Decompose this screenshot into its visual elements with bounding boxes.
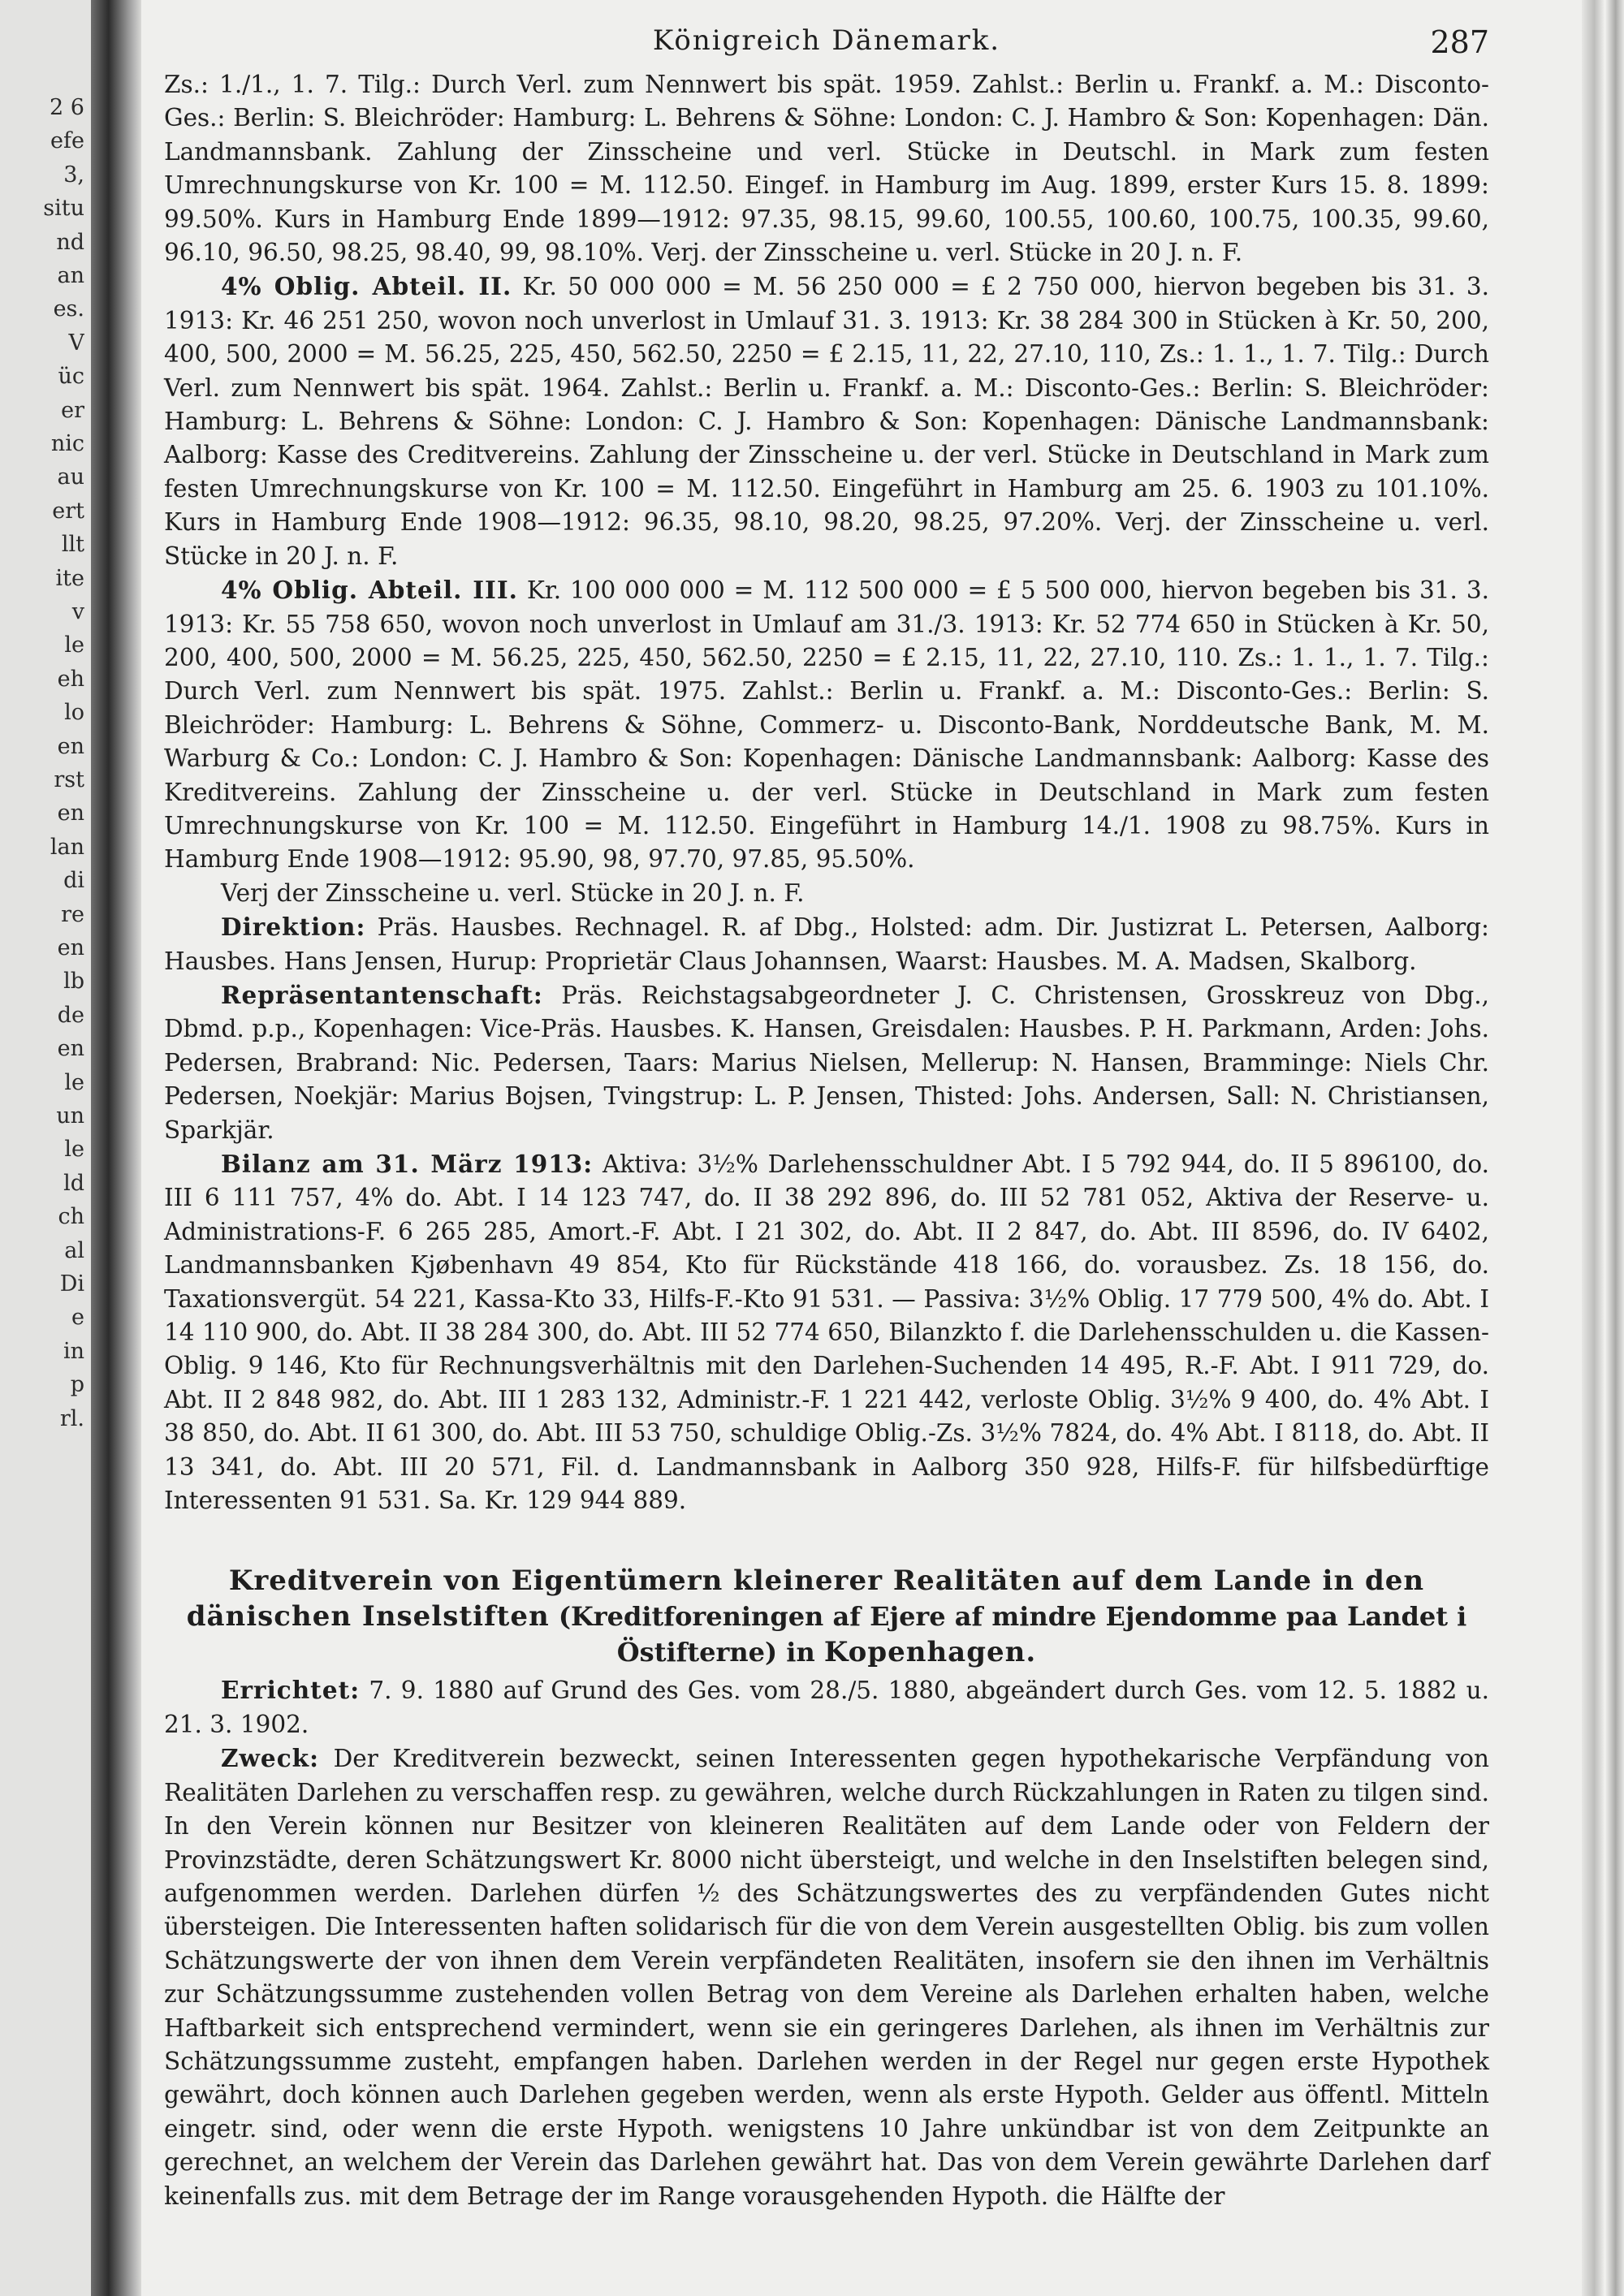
abt2-label: 4% Oblig. Abteil. II. xyxy=(221,272,512,301)
facing-page-fragment: rst xyxy=(54,768,84,792)
section-heading-city: Kopenhagen. xyxy=(823,1636,1037,1669)
facing-page-fragment: eh xyxy=(57,667,84,692)
zweck-paragraph xyxy=(164,1741,1489,2213)
facing-page-fragment: en xyxy=(57,1037,84,1062)
facing-page-fragment: üc xyxy=(58,365,84,390)
facing-page-fragment: di xyxy=(63,869,84,894)
facing-page-fragment: Di xyxy=(59,1272,84,1297)
facing-page-fragment: le xyxy=(64,633,84,658)
abt3-verj: Verj der Zinsscheine u. verl. Stücke in 20 J. n. F. xyxy=(221,878,805,907)
errichtet-paragraph xyxy=(164,1673,1489,1741)
direktion-paragraph xyxy=(164,910,1489,978)
bilanz-label: Bilanz am 31. März 1913: xyxy=(221,1150,594,1178)
facing-page-fragment: situ xyxy=(43,196,84,222)
section-heading-line2: (Kreditforeningen af Ejere af mindre Ejendomme paa Landet i Östifterne) in xyxy=(558,1601,1467,1668)
facing-page-fragment: er xyxy=(61,398,84,423)
facing-page-fragment: V xyxy=(68,330,84,356)
running-head xyxy=(164,24,1489,68)
errichtet-text: 7. 9. 1880 auf Grund des Ges. vom 28./5. 1880, abgeändert durch Ges. vom 12. 5. 1882 u. 21. 3. 1902. xyxy=(164,1677,1489,1738)
facing-page-fragment: au xyxy=(57,465,84,490)
facing-page-fragment: le xyxy=(64,1137,84,1163)
section-heading xyxy=(164,1563,1489,1670)
book-gutter xyxy=(91,0,141,2296)
facing-page-fragment: rl. xyxy=(59,1406,84,1431)
bilanz-text: Aktiva: 3½% Darlehensschuldner Abt. I 5 792 944, do. II 5 896100, do. III 6 111 757, 4% do. Abt. I 14 123 747, do. II 38 292 896, do. III 52 781 052, Aktiva der Reserve- u. Administrations-F. 6 265 285, Amort.-F. Abt. I 21 302, do. Abt. II 2 847, do. Abt. III 8596, do. IV 6402, Landmannsbanken Kjøbenhavn 49 854, Kto für Rückstände 418 166, do. vorausbez. Zs. 18 156, do. Taxationsvergüt. 54 221, Kassa-Kto 33, Hilfs-F.-Kto 91 531. — Passiva: 3½% Oblig. 17 779 500, 4% do. Abt. I 14 110 900, do. Abt. II 38 284 300, do. Abt. III 52 774 650, Bilanzkto f. die Darlehensschulden u. die Kassen-Oblig. 9 146, Kto für Rechnungsverhältnis mit den Darlehen-Suchenden 14 495, R.-F. Abt. I 911 729, do. Abt. II 2 848 982, do. Abt. III 1 283 132, Administr.-F. 1 221 442, verloste Oblig. 3½% 9 400, do. 4% Abt. I 38 850, do. Abt. II 61 300, do. Abt. III 53 750, schuldige Oblig.-Zs. 3½% 7824, do. 4% Abt. I 8118, do. Abt. II 13 341, do. Abt. III 20 571, Fil. d. Landmannsbank in Aalborg 350 928, Hilfs-F. für hilfsbedürftige Interessenten 91 531. Sa. Kr. 129 944 889. xyxy=(164,1150,1489,1515)
direktion-label: Direktion: xyxy=(221,913,366,942)
bilanz-paragraph xyxy=(164,1147,1489,1517)
facing-page-fragment: le xyxy=(64,1070,84,1095)
facing-page-fragment: v xyxy=(71,600,84,624)
running-head-title: Königreich Dänemark. xyxy=(652,24,1001,57)
facing-page-fragment: nd xyxy=(56,230,84,255)
facing-page-fragment: lan xyxy=(50,835,84,860)
abt2-paragraph xyxy=(164,270,1489,573)
direktion-text: Präs. Hausbes. Rechnagel. R. af Dbg., Holsted: adm. Dir. Justizrat L. Petersen, Aalborg: Hausbes. Hans Jensen, Hurup: Proprietär Claus Johannsen, Waarst: Hausbes. M. A. Madsen, Skalborg. xyxy=(164,913,1489,975)
zweck-text: Der Kreditverein bezweckt, seinen Interessenten gegen hypothekarische Verpfändung von Realitäten Darlehen zu verschaffen resp. zu gewähren, welche durch Rückzahlungen in Raten zu tilgen sind. In den Verein können nur Besitzer von kleineren Realitäten auf dem Lande oder von Feldern der Provinzstädte, deren Schätzungswert Kr. 8000 nicht übersteigt, und welche in den Inselstiften belegen sind, aufgenommen werden. Darlehen dürfen ½ des Schätzungswertes des zu verpfändenden Gutes nicht übersteigen. Die Interessenten haften solidarisch für die von dem Verein ausgestellten Oblig. bis zum vollen Schätzungswerte der von ihnen dem Verein verpfändeten Realitäten, insofern sie den ihnen im Verhältnis zur Schätzungssumme zustehenden vollen Betrag von dem Vereine als Darlehen erhalten haben, welche Haftbarkeit sich entsprechend vermindert, wenn sie ein geringeres Darlehen, als ihnen im Verhältnis zur Schätzungssumme zusteht, empfangen haben. Darlehen werden in der Regel nur gegen erste Hypothek gewährt, doch können auch Darlehen gegeben werden, wenn als erste Hypoth. Gelder aus öffentl. Mitteln eingetr. sind, oder wenn die erste Hypoth. wenigstens 10 Jahre unkündbar ist von dem Zeitpunkte an gerechnet, an welchem der Verein das Darlehen gewährt hat. Das von dem Verein gewährte Darlehen darf keinenfalls zus. mit dem Betrage der im Range vorausgehenden Hypoth. die Hälfte der xyxy=(164,1745,1489,2210)
facing-page-fragment: lb xyxy=(63,969,84,995)
facing-page-fragment: ite xyxy=(55,566,84,591)
abt3-label: 4% Oblig. Abteil. III. xyxy=(221,576,518,605)
page-edge xyxy=(1582,0,1624,2296)
repraesentantenschaft-paragraph xyxy=(164,978,1489,1147)
page-content xyxy=(164,24,1489,2213)
facing-page-fragment: in xyxy=(63,1339,84,1364)
errichtet-label: Errichtet: xyxy=(221,1676,361,1705)
facing-page-fragment: en xyxy=(57,734,84,759)
abt2-text: Kr. 50 000 000 = M. 56 250 000 = £ 2 750 000, hiervon begeben bis 31. 3. 1913: Kr. 46 251 250, wovon noch unverlost in Umlauf 31. 3. 1913: Kr. 38 284 300 in Stücken à Kr. 50, 200, 400, 500, 2000 = M. 56.25, 225, 450, 562.50, 2250 = £ 2.15, 11, 22, 27.10, 110, Zs.: 1. 1., 1. 7. Tilg.: Durch Verl. zum Nennwert bis spät. 1964. Zahlst.: Berlin u. Frankf. a. M.: Disconto-Ges.: Berlin: S. Bleichröder: Hamburg: L. Behrens & Söhne: London: C. J. Hambro & Son: Kopenhagen: Dänische Landmannsbank: Aalborg: Kasse des Creditvereins. Zahlung der Zinsscheine u. der verl. Stücke in Deutschland in Mark zum festen Umrechnungskurse von Kr. 100 = M. 112.50. Eingeführt in Hamburg am 25. 6. 1903 zu 101.10%. Kurs in Hamburg Ende 1908—1912: 96.35, 98.10, 98.20, 98.25, 97.20%. Verj. der Zinsscheine u. verl. Stücke in 20 J. n. F. xyxy=(164,273,1489,570)
facing-page-fragment: 2 6 xyxy=(50,96,84,120)
facing-page-fragment: ld xyxy=(63,1171,84,1196)
abt3-text: Kr. 100 000 000 = M. 112 500 000 = £ 5 500 000, hiervon begeben bis 31. 3. 1913: Kr. 55 758 650, wovon noch unverlost in Umlauf am 31./3. 1913: Kr. 52 774 650 in Stücken à Kr. 50, 200, 400, 500, 2000 = M. 56.25, 225, 450, 562.50, 2250 = £ 2.15, 11, 22, 27.10, 110. Zs.: 1. 1., 1. 7. Tilg.: Durch Verl. zum Nennwert bis spät. 1975. Zahlst.: Berlin u. Frankf. a. M.: Disconto-Ges.: Berlin: S. Bleichröder: Hamburg: L. Behrens & Söhne, Commerz- u. Disconto-Bank, Norddeutsche Bank, M. M. Warburg & Co.: London: C. J. Hambro & Son: Kopenhagen: Dänische Landmannsbank: Aalborg: Kasse des Kreditvereins. Zahlung der Zinsscheine u. der verl. Stücke in Deutschland in Mark zum festen Umrechnungskurse von Kr. 100 = M. 112.50. Eingeführt in Hamburg 14./1. 1908 zu 98.75%. Kurs in Hamburg Ende 1908—1912: 95.90, 98, 97.70, 97.85, 95.50%. xyxy=(164,576,1489,874)
facing-page-fragment: en xyxy=(57,936,84,960)
facing-page-fragment: nic xyxy=(50,432,84,456)
page-body xyxy=(164,68,1489,2213)
facing-page-fragment: llt xyxy=(61,533,84,558)
facing-page-fragment: p xyxy=(70,1373,84,1398)
facing-page-fragment: lo xyxy=(64,701,84,726)
facing-page-margin xyxy=(0,0,91,2296)
facing-page-fragment: un xyxy=(56,1104,84,1129)
document-page xyxy=(141,0,1582,2296)
facing-page-fragment: 3, xyxy=(63,162,84,188)
facing-page-fragment: e xyxy=(71,1306,84,1331)
page-number: 287 xyxy=(1430,24,1489,60)
facing-page-fragment: al xyxy=(64,1238,84,1263)
facing-page-fragment: de xyxy=(57,1003,84,1028)
facing-page-fragment: an xyxy=(57,264,84,288)
facing-page-fragment: efe xyxy=(50,129,84,154)
zweck-label: Zweck: xyxy=(221,1744,319,1773)
abt2-preceding-paragraph: Zs.: 1./1., 1. 7. Tilg.: Durch Verl. zum Nennwert bis spät. 1959. Zahlst.: Berlin u. Frankf. a. M.: Disconto-Ges.: Berlin: S. Bleichröder: Hamburg: L. Behrens & Söhne: London: C. J. Hambro & Son: Kopenhagen: Dän. Landmannsbank. Zahlung der Zinsscheine und verl. Stücke in Deutschl. in Mark zum festen Umrechnungskurse von Kr. 100 = M. 112.50. Eingef. in Hamburg im Aug. 1899, erster Kurs 15. 8. 1899: 99.50%. Kurs in Hamburg Ende 1899—1912: 97.35, 98.15, 99.60, 100.55, 100.60, 100.75, 100.35, 99.60, 96.10, 96.50, 98.25, 98.40, 99, 98.10%. Verj. der Zinsscheine u. verl. Stücke in 20 J. n. F. xyxy=(164,71,1489,267)
repraesentantenschaft-text: Präs. Reichstagsabgeordneter J. C. Christensen, Grosskreuz von Dbg., Dbmd. p.p., Kopenhagen: Vice-Präs. Hausbes. K. Hansen, Greisdalen: Hausbes. P. H. Parkmann, Arden: Johs. Pedersen, Brabrand: Nic. Pedersen, Taars: Marius Nielsen, Mellerup: N. Hansen, Bramminge: Niels Chr. Pedersen, Noekjär: Marius Bojsen, Tvingstrup: L. P. Jensen, Thisted: Johs. Andersen, Sall: N. Christiansen, Sparkjär. xyxy=(164,981,1489,1144)
facing-page-fragment: es. xyxy=(53,297,84,322)
facing-page-fragment: ch xyxy=(58,1205,84,1230)
section-heading-line1: Kreditverein von Eigentümern kleinerer Realitäten auf dem Lande in den dänischen Inselstiften xyxy=(186,1564,1425,1634)
facing-page-fragment: ert xyxy=(52,498,84,524)
facing-page-fragment: en xyxy=(57,801,84,826)
facing-page-fragment: re xyxy=(61,902,84,927)
abt3-paragraph xyxy=(164,573,1489,877)
repraesentantenschaft-label: Repräsentantenschaft: xyxy=(221,980,543,1009)
